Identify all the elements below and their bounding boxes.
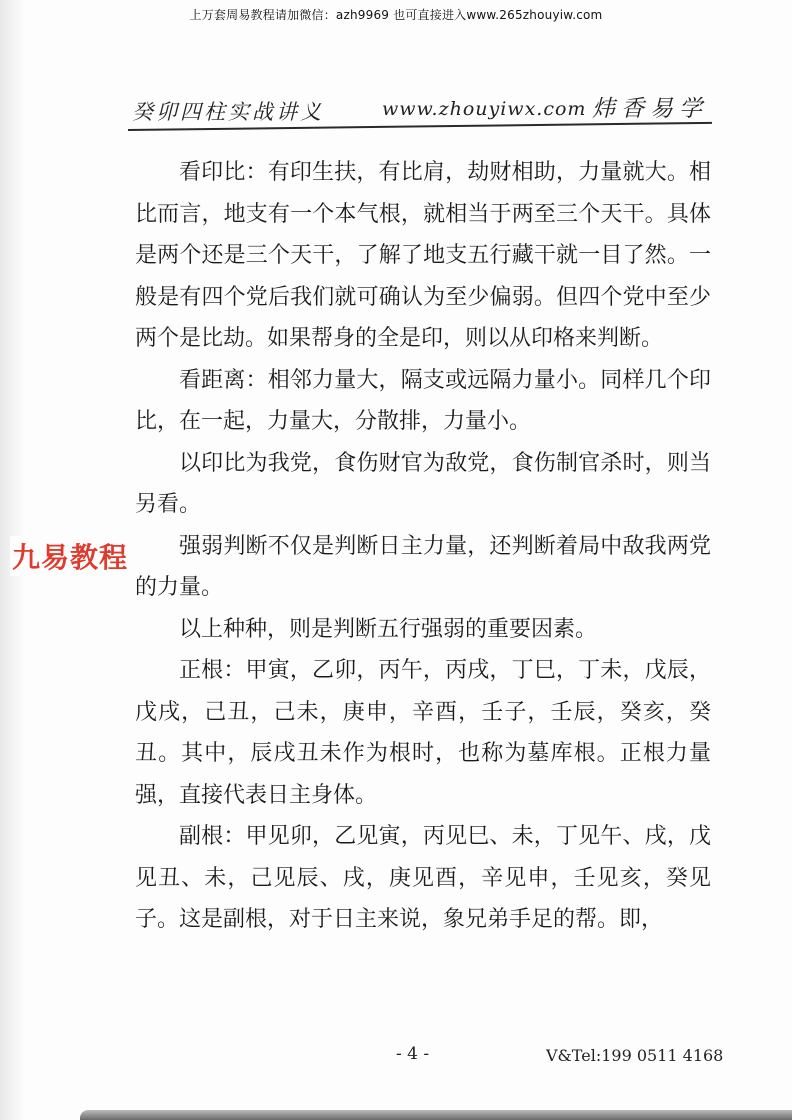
paragraph-parties: 以印比为我党，食伤财官为敌党，食伤制官杀时，则当另看。 (135, 450, 711, 517)
paragraph-sub-root: 副根：甲见卯，乙见寅，丙见巳、未，丁见午、戌，戊见丑、未，己见辰、戌，庚见酉，辛见申，壬见亥，癸见子。这是副根，对于日主来说，象兄弟手足的帮。即， (135, 824, 711, 932)
paragraph-distance: 看距离：相邻力量大，隔支或远隔力量小。同样几个印比，在一起，力量大，分散排，力量小。 (135, 367, 711, 434)
header-title: 癸卯四柱实战讲义 (132, 100, 324, 124)
paragraph-factors: 以上种种，则是判断五行强弱的重要因素。 (179, 616, 598, 642)
watermark-stamp: 九易教程 (10, 536, 130, 576)
paragraph-main-root: 正根：甲寅，乙卯，丙午，丙戌，丁巳，丁未，戊辰，戊戌，己丑，己未，庚申，辛酉，壬子，壬辰，癸亥，癸丑。其中，辰戌丑未作为根时，也称为墓库根。正根力量强，直接代表日主身体。 (135, 658, 711, 808)
top-banner: 上万套周易教程请加微信：azh9969 也可直接进入www.265zhouyiw.com (189, 8, 603, 22)
paragraph-yin-bi: 看印比：有印生扶，有比肩，劫财相助，力量就大。相比而言，地支有一个本气根，就相当于两至三个天干。具体是两个还是三个天干，了解了地支五行藏干就一目了然。一般是有四个党后我们就可确认为至少偏弱。但四个党中至少两个是比劫。如果帮身的全是印，则以从印格来判断。 (135, 160, 711, 351)
header-brand: 炜香易学 (592, 96, 708, 122)
page-number: - 4 - (396, 1044, 430, 1064)
body-text (135, 152, 711, 941)
paragraph-strength: 强弱判断不仅是判断日主力量，还判断着局中敌我两党的力量。 (135, 533, 711, 600)
scan-bottom-shadow (80, 1110, 792, 1120)
header-website: www.zhouyiwx.com (382, 98, 587, 120)
footer-contact: V&Tel:199 0511 4168 (546, 1046, 724, 1065)
